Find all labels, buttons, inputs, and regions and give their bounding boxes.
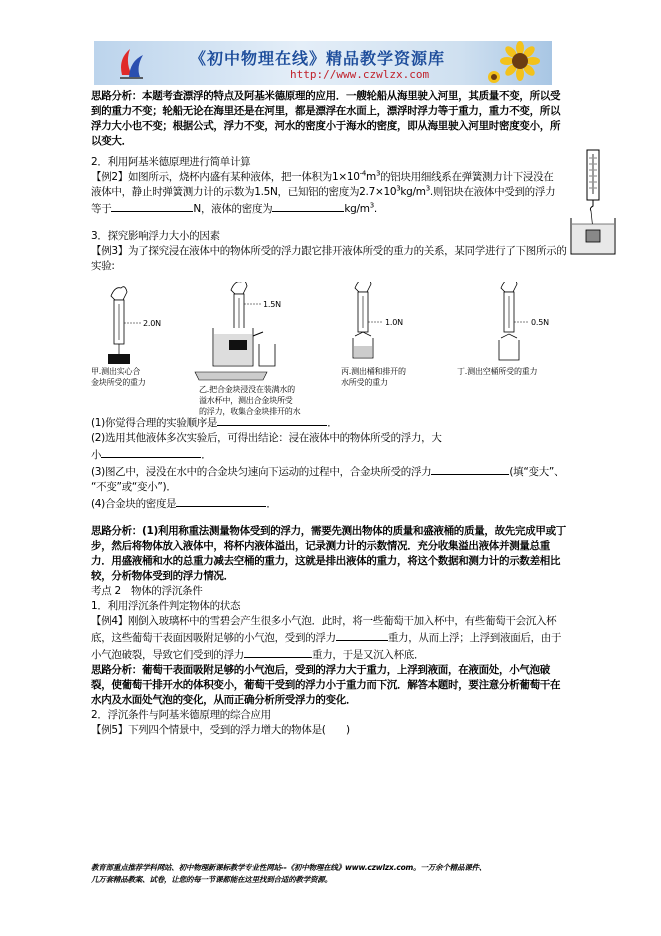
example-5-text: 【例5】下列四个情景中，受到的浮力增大的物体是( ) [91,724,350,736]
answer-blank-float-compare-1[interactable] [336,629,388,641]
logo-icon [116,45,146,81]
example-3-question-3: (3)图乙中，浸没在水中的合金块匀速向下运动的过程中，合金块所受的浮力 (填“变大”、 “不变”或“变小”)． [91,463,569,495]
answer-blank-buoyancy-change[interactable] [431,463,509,475]
header-banner [94,41,552,85]
caption-jia-line2: 金块所受的重力 [91,378,146,387]
caption-bing-line1: 丙.测出桶和排开的 [341,367,406,376]
caption-yi-line1: 乙.把合金块浸没在装满水的 [199,385,295,394]
answer-blank-liquid-density[interactable] [272,200,344,212]
footer-line-1: 教育部重点推荐学科网站、初中物理新课标教学专业性网站--《初中物理在线》www.czwlzx.com。一万余个精品课件、 [91,863,487,872]
analysis-paragraph-2: 思路分析：(1)利用称重法测量物体受到的浮力，需要先测出物体的质量和盛液桶的质量，故先完成甲或丁步，然后将物体放入液体中，将杯内液体溢出，记录测力计的示数情况．充分收集溢出液体并测量总重力．用盛液桶和水的总重力减去空桶的重力，这就是排出液体的重力，将这个数据和测力计的示数差相比较，分析物体受到的浮力情况． [91,525,567,582]
force-label-yi: 1.5N [263,300,281,309]
step-jia-drawing [108,287,141,364]
answer-blank-buoyancy[interactable] [111,200,193,212]
example-2-text: 【例2】如图所示，烧杯内盛有某种液体，把一体积为$1\times 10^{-4}m^3$的铝块用细线系在弹簧测力计下浸没在液体中，静止时弹簧测力计的示数为1.5N，已知铝的密度为$2.7\times 10^3kg/m^3$.则铝块在液体中受到的浮力等于 N，液体的密度为 $kg/m^3$. [91,169,556,215]
example-3-question-2: (2)选用其他液体多次实验后，可得出结论：浸在液体中的物体所受的浮力，大 小 ． [91,432,442,461]
force-label-bing: 1.0N [385,318,403,327]
kaodian-2-heading: 考点 2 物体的浮沉条件 [91,585,203,597]
analysis-paragraph-3: 思路分析：葡萄干表面吸附足够的小气泡后，受到的浮力大于重力，上浮到液面，在液面处，小气泡破裂，使葡萄干排开水的体积变小，葡萄干受到的浮力小于重力而下沉．解答本题时，要注意分析葡萄干在水内及水面处气泡的变化，从而正确分析所受浮力的变化． [91,664,561,706]
caption-yi-line3: 的浮力，收集合金块排开的水 [199,407,301,416]
step-bing-drawing [353,282,383,358]
experiment-figure [91,282,569,416]
caption-jia-line1: 甲.测出实心合 [91,367,141,376]
caption-yi-line2: 溢水杯中，测出合金块所受 [199,396,293,405]
sunflower-icon [486,41,546,85]
footer-note [91,862,571,886]
caption-ding: 丁.测出空桶所受的重力 [457,367,538,376]
caption-bing-line2: 水所受的重力 [341,378,388,387]
banner-url: http://www.czwlzx.com [290,68,430,81]
section-heading-archimedes-calculation: 2．利用阿基米德原理进行简单计算 [91,156,251,168]
banner-title: 《初中物理在线》精品教学资源库 [190,49,446,68]
section-heading-float-sink-state: 1．利用浮沉条件判定物体的状态 [91,600,241,612]
answer-blank-conclusion[interactable] [101,446,201,458]
analysis-paragraph-1: 思路分析：本题考查漂浮的特点及阿基米德原理的应用．一艘轮船从海里驶入河里，其质量不变，所以受到的重力不变；轮船无论在海里还是在河里，都是漂浮在水面上，漂浮时浮力等于重力，重力不变，所以浮力大小也不变；根据公式，浮力不变，河水的密度小于海水的密度，即从海里驶入河里时密度变小，所以变大． [91,90,561,147]
section-heading-combined-application: 2．浮沉条件与阿基米德原理的综合应用 [91,709,271,721]
footer-line-2: 几万套精品教案、试卷，让您的每一节课都能在这里找到合适的教学资源。 [91,875,332,884]
step-yi-drawing [195,282,275,380]
force-label-ding: 0.5N [531,318,549,327]
document-content [91,89,569,738]
example-3-question-4: (4)合金块的密度是 ． [91,495,569,512]
example-3-question-1: (1)你觉得合理的实验顺序是 ． [91,414,569,431]
section-heading-buoyancy-factors: 3．探究影响浮力大小的因素 [91,230,220,242]
force-label-jia: 2.0N [143,319,161,328]
example-4-text: 【例4】刚倒入玻璃杯中的雪碧会产生很多小气泡．此时，将一些葡萄干加入杯中，有些葡萄干会沉入杯底，这些葡萄干表面因吸附足够的小气泡，受到的浮力 重力，从而上浮；上浮到液面后，由于小气泡破裂，导致它们受到的浮力 重力，于是又沉入杯底． [91,615,562,661]
answer-blank-float-compare-2[interactable] [244,646,312,658]
answer-blank-alloy-density[interactable] [176,495,266,507]
spring-scale-beaker-figure [565,148,621,258]
step-ding-drawing [499,282,529,360]
experiment-drawing [91,282,569,408]
example-3-intro: 【例3】为了探究浸在液体中的物体所受的浮力跟它排开液体所受的重力的关系，某同学进行了下图所示的实验: [91,245,567,272]
